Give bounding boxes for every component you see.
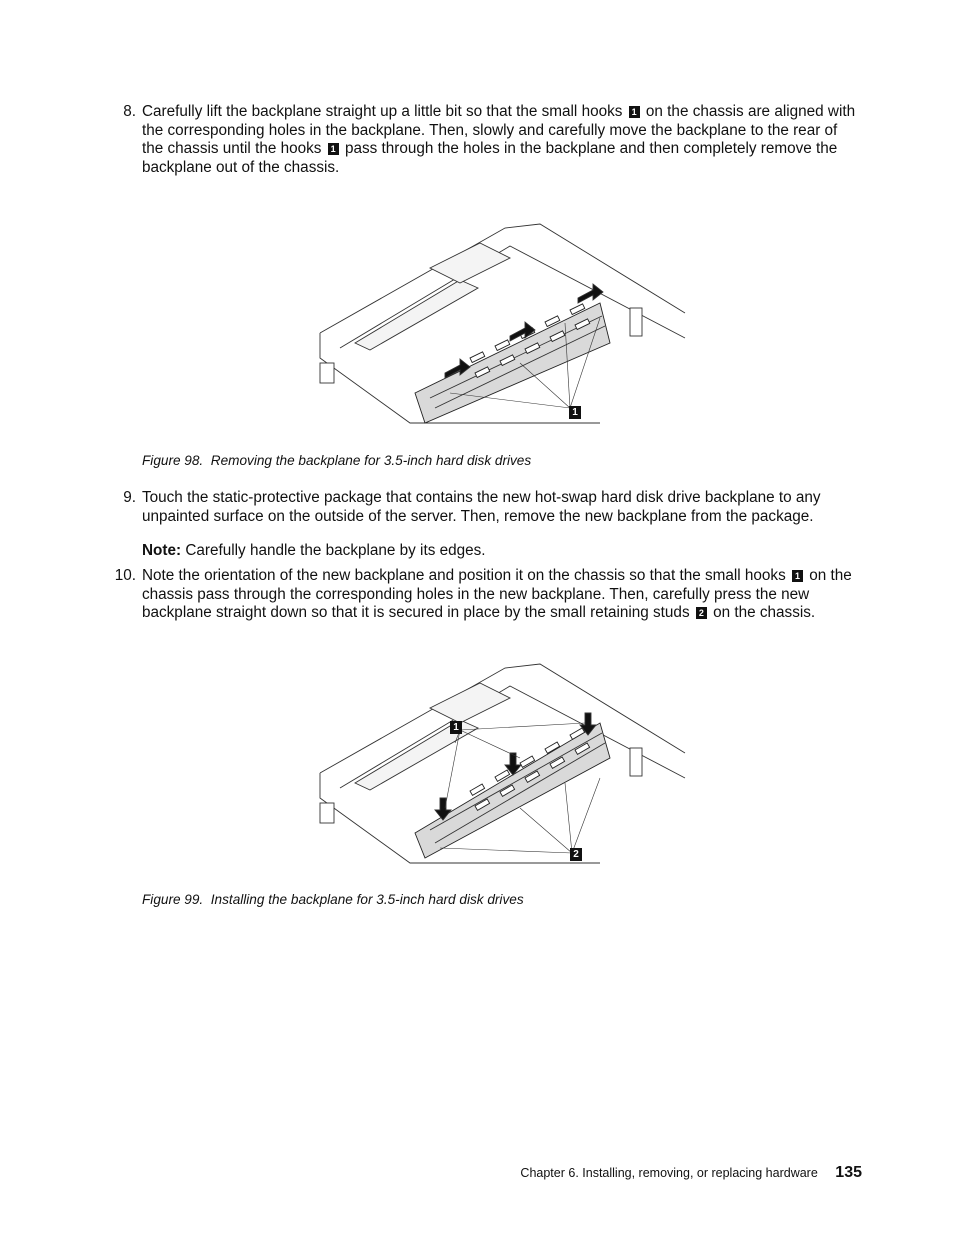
step-text: Note the orientation of the new backplane and position it on the chassis so that the small hooks (142, 567, 786, 584)
step-text: on the chassis. (713, 604, 816, 622)
step-text: pass through the holes in the backplane and then completely remove the backplane out of the chassis. (142, 140, 838, 176)
figure-98-caption (142, 453, 531, 468)
step-text: Carefully lift the backplane straight up a little bit so that the small hooks (142, 103, 623, 120)
step-number: 10. (114, 567, 136, 584)
footer-chapter: Chapter 6. Installing, removing, or replacing hardware (520, 1166, 818, 1180)
callout-badge: 1 (450, 721, 462, 734)
step-8 (123, 103, 858, 177)
step-number: 8. (123, 103, 136, 120)
figure-99-caption (142, 892, 524, 907)
page-number: 135 (835, 1164, 862, 1181)
callout-badge: 1 (792, 570, 803, 582)
figure-caption-text: Removing the backplane for 3.5-inch hard disk drives (210, 453, 532, 468)
figure-99-illustration (310, 658, 690, 873)
step-text: on the chassis pass through the corresponding holes in the new backplane. Then, carefully press the new backplane straight down so that it is secured in place by the small retaining studs (142, 567, 852, 622)
callout-badge: 1 (569, 406, 581, 419)
callout-badge: 1 (328, 143, 339, 155)
figure-caption-text: Installing the backplane for 3.5-inch hard disk drives (210, 892, 524, 907)
step-text: on the chassis are aligned with the corresponding holes in the backplane. Then, slowly and carefully move the backplane to the rear of the chassis until the hooks (142, 103, 856, 158)
step-9 (123, 489, 858, 526)
callout-badge: 1 (629, 106, 640, 118)
note (142, 542, 486, 561)
note-text: Carefully handle the backplane by its edges. (185, 542, 486, 559)
page-footer (520, 1164, 862, 1182)
callout-badge: 2 (570, 848, 582, 861)
step-text: Touch the static-protective package that contains the new hot-swap hard disk drive backplane to any unpainted surface on the outside of the server. Then, remove the new backplane from the package. (142, 489, 821, 525)
figure-label: Figure 98. (142, 453, 204, 468)
step-number: 9. (123, 489, 136, 506)
note-label: Note: (142, 542, 182, 559)
callout-badge: 2 (696, 607, 707, 619)
figure-label: Figure 99. (142, 892, 204, 907)
figure-98-illustration (310, 218, 690, 433)
step-10 (114, 567, 858, 623)
